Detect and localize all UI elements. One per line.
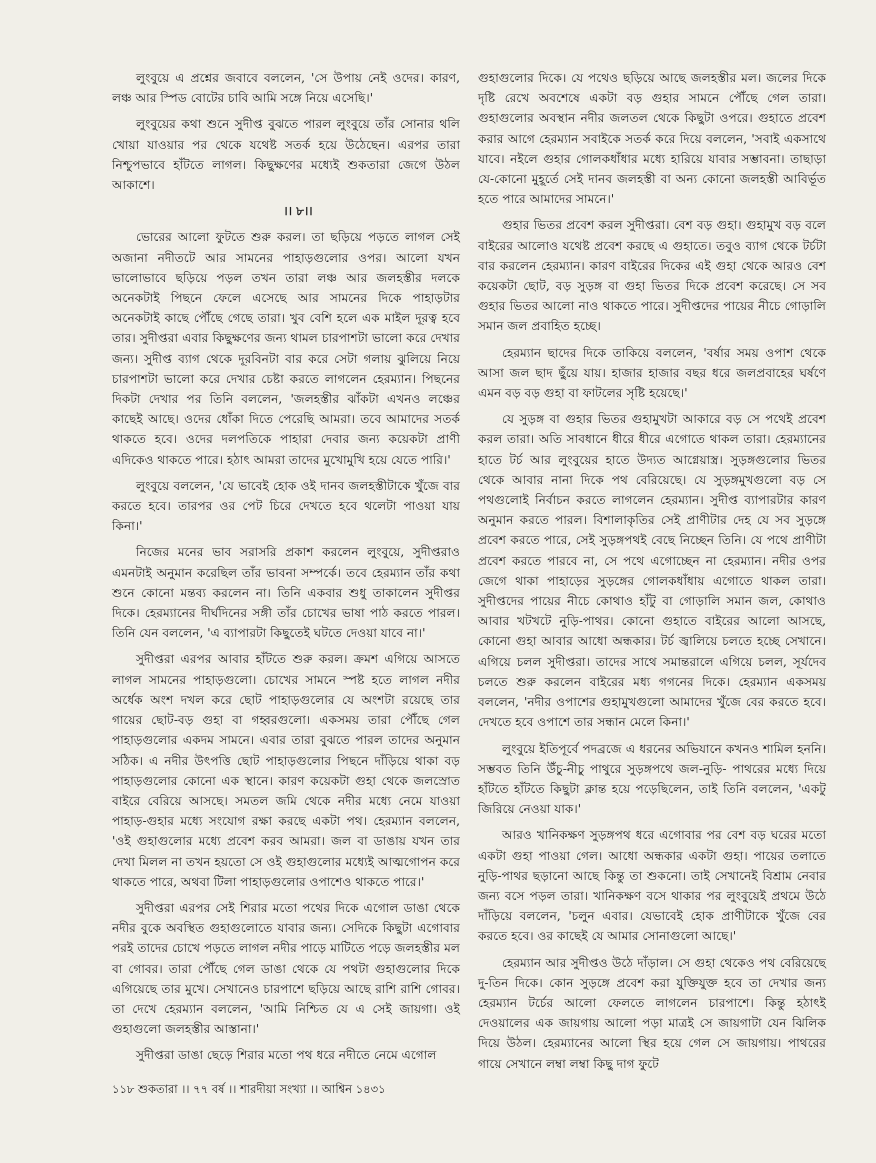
paragraph: সুদীপ্তরা এরপর আবার হাঁটতে শুরু করল। ক্রমশ এগিয়ে আসতে লাগল সামনের পাহাড়গুলো। চোখের সামনে স্পষ্ট হতে লাগল নদীর অর্ধেক অংশ দখল করে ছোট পাহাড়গুলোর যে অংশটা রয়েছে তার গায়ের ছোট-বড় গুহা বা গহ্বরগুলো। একসময় তারা পৌঁছে গেল পাহাড়গুলোর একদম সামনে। এবার তারা বুঝতে পারল তাদের অনুমান সঠিক। এ নদীর উৎপত্তি ছোট পাহাড়গুলোর পিছনে দাঁড়িয়ে থাকা বড় পাহাড়গুলোর কোনো এক স্থানে। কারণ কয়েকটা গুহা থেকে জলস্রোত বাইরে বেরিয়ে আসছে। সমতল জমি থেকে নদীর মধ্যে নেমে যাওয়া পাহাড়-গুহার মধ্যে সংযোগ রক্ষা করছে একটা পথ। হেরম্যান বললেন, 'ওই গুহাগুলোর মধ্যে প্রবেশ করব আমরা। জল বা ডাঙায় যখন তার দেখা মিলল না তখন হয়তো সে ওই গুহাগুলোর মধ্যেই আত্মগোপন করে থাকতে পারে, অথবা টিলা পাহাড়গুলোর ওপাশেও থাকতে পারে।': [112, 652, 460, 889]
paragraph: হেরম্যান আর সুদীপ্তও উঠে দাঁড়াল। সে গুহা থেকেও পথ বেরিয়েছে দু-তিন দিকে। কোন সুড়ঙ্গে প্রবেশ করা যুক্তিযুক্ত হবে তা দেখার জন্য হেরম্যান টর্চের আলো ফেলতে লাগলেন চারপাশে। কিন্তু হঠাৎই দেওয়ালের এক জায়গায় আলো পড়া মাত্রই সে জায়গাটা যেন ঝিলিক দিয়ে উঠল। হেরম্যানের আলো স্থির হয়ে গেল সে জায়গায়। পাথরের গায়ে সেখানে লম্বা লম্বা কিছু দাগ ফুটে: [478, 955, 826, 1071]
chapter-number: ।। ৮।।: [283, 204, 313, 219]
paragraph: সুদীপ্তরা এরপর সেই শিরার মতো পথের দিকে এগোল ডাঙা থেকে নদীর বুকে অবস্থিত গুহাগুলোতে যাবার জন্য। সেদিকে কিছুটা এগোবার পরই তাদের চোখে পড়তে লাগল নদীর পাড়ে মাটিতে পড়ে জলহস্তীর মল বা গোবর। তারা পৌঁছে গেল ডাঙা থেকে যে পথটা গুহাগুলোর দিকে এগিয়েছে তার মুখে। সেখানেও চারপাশে ছড়িয়ে আছে রাশি রাশি গোবর। তা দেখে হেরম্যান বললেন, 'আমি নিশ্চিত যে এ সেই জায়গা। ওই গুহাগুলো জলহস্তীর আস্তানা।': [112, 900, 460, 1037]
paragraph: গুহার ভিতর প্রবেশ করল সুদীপ্তরা। বেশ বড় গুহা। গুহামুখ বড় বলে বাইরের আলোও যথেষ্ট প্রবেশ করছে এ গুহাতে। তবুও ব্যাগ থেকে টর্চটা বার করলেন হেরম্যান। কারণ বাইরের দিকের এই গুহা থেকে আরও বেশ কয়েকটা ছোট, বড় সুড়ঙ্গ বা গুহা ভিতর দিকে প্রবেশ করেছে। সে সব গুহার ভিতর আলো নাও থাকতে পারে। সুদীপ্তদের পায়ের নীচে গোড়ালি সমান জল প্রবাহিত হচ্ছে।: [478, 218, 826, 334]
paragraph: হেরম্যান ছাদের দিকে তাকিয়ে বললেন, 'বর্ষার সময় ওপাশ থেকে আসা জল ছাদ ছুঁয়ে যায়। হাজার হাজার বছর ধরে জলপ্রবাহের ঘর্ষণে এমন বড় বড় গুহা বা ফাটলের সৃষ্টি হয়েছে।': [478, 345, 826, 401]
left-column: [112, 68, 460, 1072]
paragraph: যে সুড়ঙ্গ বা গুহার ভিতর গুহামুখটা আকারে বড় সে পথেই প্রবেশ করল তারা। অতি সাবধানে ধীরে ধীরে এগোতে থাকল তারা। হেরম্যানের হাতে টর্চ আর লুংবুয়ের হাতে উদ্যত আগ্নেয়াস্ত্র। সুড়ঙ্গগুলোর ভিতর থেকে আবার নানা দিকে পথ বেরিয়েছে। যে সুড়ঙ্গমুখগুলো বড় সে পথগুলোই নির্বাচন করতে লাগলেন হেরম্যান। সুদীপ্ত ব্যাপারটার কারণ অনুমান করতে পারল। বিশালাকৃতির সেই প্রাণীটার দেহ যে সব সুড়ঙ্গে প্রবেশ করতে পারে, সেই সুড়ঙ্গপথই বেছে নিচ্ছেন তিনি। যে পথে প্রাণীটা প্রবেশ করতে পারবে না, সে পথে এগোচ্ছেন না হেরম্যান। নদীর ওপর জেগে থাকা পাহাড়ের সুড়ঙ্গের গোলকধাঁধায় এগোতে থাকল তারা। সুদীপ্তদের পায়ের নীচে কোথাও হাঁটু বা গোড়ালি সমান জল, কোথাও আবার খটখটে নুড়ি-পাথর। কোনো গুহাতে বাইরের আলো আসছে, কোনো গুহা আবার আধো অন্ধকার। টর্চ জ্বালিয়ে চলতে হচ্ছে সেখানে। এগিয়ে চলল সুদীপ্তরা। তাদের সাথে সমান্তরালে এগিয়ে চলল, সূর্যদেব চলতে শুরু করলেন বাইরের মধ্য গগনের দিকে। হেরম্যান একসময় বললেন, 'নদীর ওপাশের গুহামুখগুলো আমাদের খুঁজে বের করতে হবে। দেখতে হবে ওপাশে তার সন্ধান মেলে কিনা।': [478, 412, 826, 730]
page-footer: ১১৮ শুকতারা ।। ৭৭ বর্ষ ।। শারদীয়া সংখ্যা ।। আশ্বিন ১৪৩১: [112, 1082, 386, 1096]
paragraph: ভোরের আলো ফুটতে শুরু করল। তা ছড়িয়ে পড়তে লাগল সেই অজানা নদীতটে আর সামনের পাহাড়গুলোর ওপর। আলো যখন ভালোভাবে ছড়িয়ে পড়ল তখন তারা লঞ্চ আর জলহস্তীর দলকে অনেকটাই পিছনে ফেলে এসেছে আর সামনের দিকে পাহাড়টার অনেকটাই কাছে পৌঁছে গেছে তারা। খুব বেশি হলে এক মাইল দূরত্ব হবে তার। সুদীপ্তরা এবার কিছুক্ষণের জন্য থামল চারপাশটা ভালো করে দেখার জন্য। সুদীপ্ত ব্যাগ থেকে দূরবিনটা বার করে সেটা গলায় ঝুলিয়ে নিয়ে চারপাশটা ভালো করে দেখার চেষ্টা করতে লাগলেন হেরম্যান। পিছনের দিকটা দেখার পর তিনি বললেন, 'জলহস্তীর ঝাঁকটা এখনও লঞ্চের কাছেই আছে। ওদের ধোঁকা দিতে পেরেছি আমরা। তবে আমাদের সতর্ক থাকতে হবে। ওদের দলপতিকে পাহারা দেবার জন্য কয়েকটা প্রাণী এদিকেও থাকতে পারে। হঠাৎ আমরা তাদের মুখোমুখি হয়ে যেতে পারি।': [112, 230, 460, 467]
paragraph: আরও খানিকক্ষণ সুড়ঙ্গপথ ধরে এগোবার পর বেশ বড় ঘরের মতো একটা গুহা পাওয়া গেল। আধো অন্ধকার একটা গুহা। পায়ের তলাতে নুড়ি-পাথর ছড়ানো আছে কিন্তু তা শুকনো। তাই সেখানেই বিশ্রাম নেবার জন্য বসে পড়ল তারা। খানিকক্ষণ বসে থাকার পর লুংবুয়েই প্রথমে উঠে দাঁড়িয়ে বললেন, 'চলুন এবার। যেভাবেই হোক প্রাণীটাকে খুঁজে বের করতে হবে। ওর কাছেই যে আমার সোনাগুলো আছে।': [478, 828, 826, 944]
paragraph: লুংবুয়ের কথা শুনে সুদীপ্ত বুঝতে পারল লুংবুয়ে তাঁর সোনার থলি খোয়া যাওয়ার পর থেকে যথেষ্ট সতর্ক হয়ে উঠেছেন। এরপর তারা নিশ্চুপভাবে হাঁটতে লাগল। কিছুক্ষণের মধ্যেই শুকতারা জেগে উঠল আকাশে।: [112, 117, 460, 193]
paragraph: লুংবুয়ে এ প্রশ্নের জবাবে বললেন, 'সে উপায় নেই ওদের। কারণ, লঞ্চ আর স্পিড বোটের চাবি আমি সঙ্গে নিয়ে এসেছি।': [112, 71, 460, 106]
paragraph: নিজের মনের ভাব সরাসরি প্রকাশ করলেন লুংবুয়ে, সুদীপ্তরাও এমনটাই অনুমান করেছিল তাঁর ভাবনা সম্পর্কে। তবে হেরম্যান তাঁর কথা শুনে কোনো মন্তব্য করলেন না। তিনি একবার শুধু তাকালেন সুদীপ্তর দিকে। হেরম্যানের দীর্ঘদিনের সঙ্গী তাঁর চোখের ভাষা পাঠ করতে পারল। তিনি যেন বললেন, 'এ ব্যাপারটা কিছুতেই ঘটতে দেওয়া যাবে না।': [112, 545, 460, 641]
right-column: [478, 68, 826, 1080]
paragraph: লুংবুয়ে বললেন, 'যে ভাবেই হোক ওই দানব জলহস্তীটাকে খুঁজে বার করতে হবে। তারপর ওর পেট চিরে দেখতে হবে থলেটা পাওয়া যায় কিনা।': [112, 478, 460, 534]
paragraph: গুহাগুলোর দিকে। যে পথেও ছড়িয়ে আছে জলহস্তীর মল। জলের দিকে দৃষ্টি রেখে অবশেষে একটা বড় গুহার সামনে পৌঁছে গেল তারা। গুহাগুলোর অবস্থান নদীর জলতল থেকে কিছুটা ওপরে। গুহাতে প্রবেশ করার আগে হেরম্যান সবাইকে সতর্ক করে দিয়ে বললেন, 'সবাই একসাথে যাবে। নইলে গুহার গোলকধাঁধার মধ্যে হারিয়ে যাবার সম্ভাবনা। তাছাড়া যে-কোনো মুহূর্তে সেই দানব জলহস্তী বা অন্য কোনো জলহস্তী আবির্ভূত হতে পারে আমাদের সামনে।': [478, 71, 826, 207]
paragraph: সুদীপ্তরা ডাঙা ছেড়ে শিরার মতো পথ ধরে নদীতে নেমে এগোল: [136, 1048, 437, 1063]
paragraph: লুংবুয়ে ইতিপূর্বে পদব্রজে এ ধরনের অভিযানে কখনও শামিল হননি। সম্ভবত তিনি উঁচু-নীচু পাথুরে সুড়ঙ্গপথে জল-নুড়ি- পাথরের মধ্যে দিয়ে হাঁটতে হাঁটতে কিছুটা ক্লান্ত হয়ে পড়েছিলেন, তাই তিনি বললেন, 'একটু জিরিয়ে নেওয়া যাক।': [478, 741, 826, 817]
